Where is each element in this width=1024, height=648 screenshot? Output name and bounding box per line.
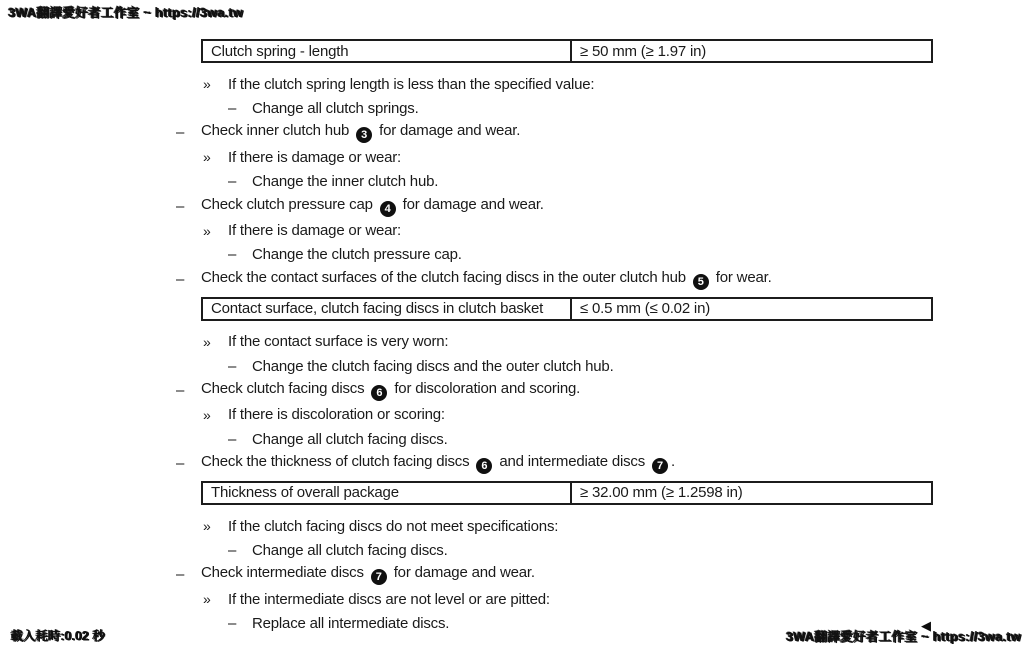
callout-badge: 4	[380, 201, 396, 217]
instruction-text	[201, 453, 675, 474]
callout-badge: 7	[652, 458, 668, 474]
action-text: Change all clutch facing discs.	[252, 430, 448, 448]
arrow-marker: »	[203, 149, 211, 166]
spec-table	[201, 297, 933, 321]
condition-text: If there is damage or wear:	[228, 222, 402, 240]
instruction-text	[201, 122, 520, 143]
dash-marker: –	[228, 541, 237, 559]
condition-text: If the clutch spring length is less than the specified value:	[228, 75, 595, 93]
callout-badge: 6	[371, 385, 387, 401]
manual-page-content	[176, 34, 934, 636]
action-text: Change the clutch facing discs and the outer clutch hub.	[252, 357, 614, 375]
dash-marker: –	[228, 430, 237, 448]
dash-marker: –	[176, 270, 185, 288]
condition-item	[203, 330, 934, 354]
dash-marker: –	[176, 566, 185, 584]
instruction-item	[176, 563, 934, 587]
callout-badge: 3	[356, 127, 372, 143]
instruction-text	[201, 269, 772, 290]
dash-marker: –	[228, 357, 237, 375]
condition-text: If the contact surface is very worn:	[228, 333, 449, 351]
instruction-mid: and intermediate discs	[495, 453, 649, 471]
dash-marker: –	[176, 381, 185, 399]
arrow-marker: »	[203, 518, 211, 535]
instruction-post: for damage and wear.	[375, 122, 521, 140]
spec-value-cell: ≥ 32.00 mm (≥ 1.2598 in)	[580, 484, 743, 502]
instruction-item	[176, 267, 934, 291]
condition-item	[203, 403, 934, 427]
dash-marker: –	[176, 455, 185, 473]
condition-item	[203, 145, 934, 169]
instruction-pre: Check inner clutch hub	[201, 122, 354, 140]
condition-text: If there is discoloration or scoring:	[228, 406, 445, 424]
spec-value-cell: ≥ 50 mm (≥ 1.97 in)	[580, 42, 707, 60]
instruction-post: for damage and wear.	[389, 564, 535, 582]
dash-marker: –	[176, 197, 185, 215]
section-end-icon: ◀	[921, 618, 931, 633]
action-text: Change all clutch facing discs.	[252, 541, 448, 559]
condition-text: If there is damage or wear:	[228, 148, 402, 166]
dash-marker: –	[176, 124, 185, 142]
spec-name-cell: Thickness of overall package	[203, 483, 572, 503]
instruction-pre: Check clutch facing discs	[201, 379, 369, 397]
condition-item	[203, 587, 934, 611]
instruction-text	[201, 380, 580, 401]
condition-item	[203, 218, 934, 242]
watermark-bottom: 3WA翻譯愛好者工作室 ~ https://3wa.tw	[785, 630, 1021, 644]
arrow-marker: »	[203, 591, 211, 608]
action-text: Change the clutch pressure cap.	[252, 246, 462, 264]
arrow-marker: »	[203, 76, 211, 93]
load-time-status: 載入耗時:0.02 秒	[10, 629, 105, 643]
spec-table	[201, 481, 933, 505]
instruction-item	[176, 378, 934, 402]
dash-marker: –	[228, 173, 237, 191]
spec-table	[201, 39, 933, 63]
callout-badge: 7	[371, 569, 387, 585]
instruction-text	[201, 196, 544, 217]
condition-text: If the clutch facing discs do not meet specifications:	[228, 517, 559, 535]
action-item	[228, 354, 934, 378]
instruction-post: for discoloration and scoring.	[390, 379, 581, 397]
callout-badge: 6	[476, 458, 492, 474]
arrow-marker: »	[203, 406, 211, 423]
instruction-item	[176, 121, 934, 145]
spec-name-cell: Clutch spring - length	[203, 41, 572, 61]
instruction-post: .	[671, 453, 675, 471]
spec-name-cell: Contact surface, clutch facing discs in clutch basket	[203, 299, 572, 319]
instruction-pre: Check clutch pressure cap	[201, 195, 377, 213]
action-item	[228, 96, 934, 120]
dash-marker: –	[228, 100, 237, 118]
instruction-pre: Check the contact surfaces of the clutch facing discs in the outer clutch hub	[201, 268, 690, 286]
instruction-item	[176, 451, 934, 475]
action-text: Replace all intermediate discs.	[252, 615, 450, 633]
action-item	[228, 170, 934, 194]
condition-text: If the intermediate discs are not level or are pitted:	[228, 590, 550, 608]
condition-item	[203, 514, 934, 538]
action-item	[228, 243, 934, 267]
action-item	[228, 538, 934, 562]
instruction-item	[176, 194, 934, 218]
action-text: Change all clutch springs.	[252, 100, 419, 118]
instruction-post: for damage and wear.	[398, 195, 544, 213]
dash-marker: –	[228, 246, 237, 264]
action-text: Change the inner clutch hub.	[252, 173, 439, 191]
instruction-pre: Check the thickness of clutch facing discs	[201, 453, 474, 471]
instruction-text	[201, 564, 535, 585]
arrow-marker: »	[203, 222, 211, 239]
instruction-pre: Check intermediate discs	[201, 564, 368, 582]
action-item	[228, 427, 934, 451]
instruction-post: for wear.	[711, 268, 772, 286]
condition-item	[203, 72, 934, 96]
dash-marker: –	[228, 615, 237, 633]
arrow-marker: »	[203, 333, 211, 350]
spec-value-cell: ≤ 0.5 mm (≤ 0.02 in)	[580, 300, 711, 318]
callout-badge: 5	[693, 274, 709, 290]
watermark-top: 3WA翻譯愛好者工作室 ~ https://3wa.tw	[8, 6, 244, 20]
